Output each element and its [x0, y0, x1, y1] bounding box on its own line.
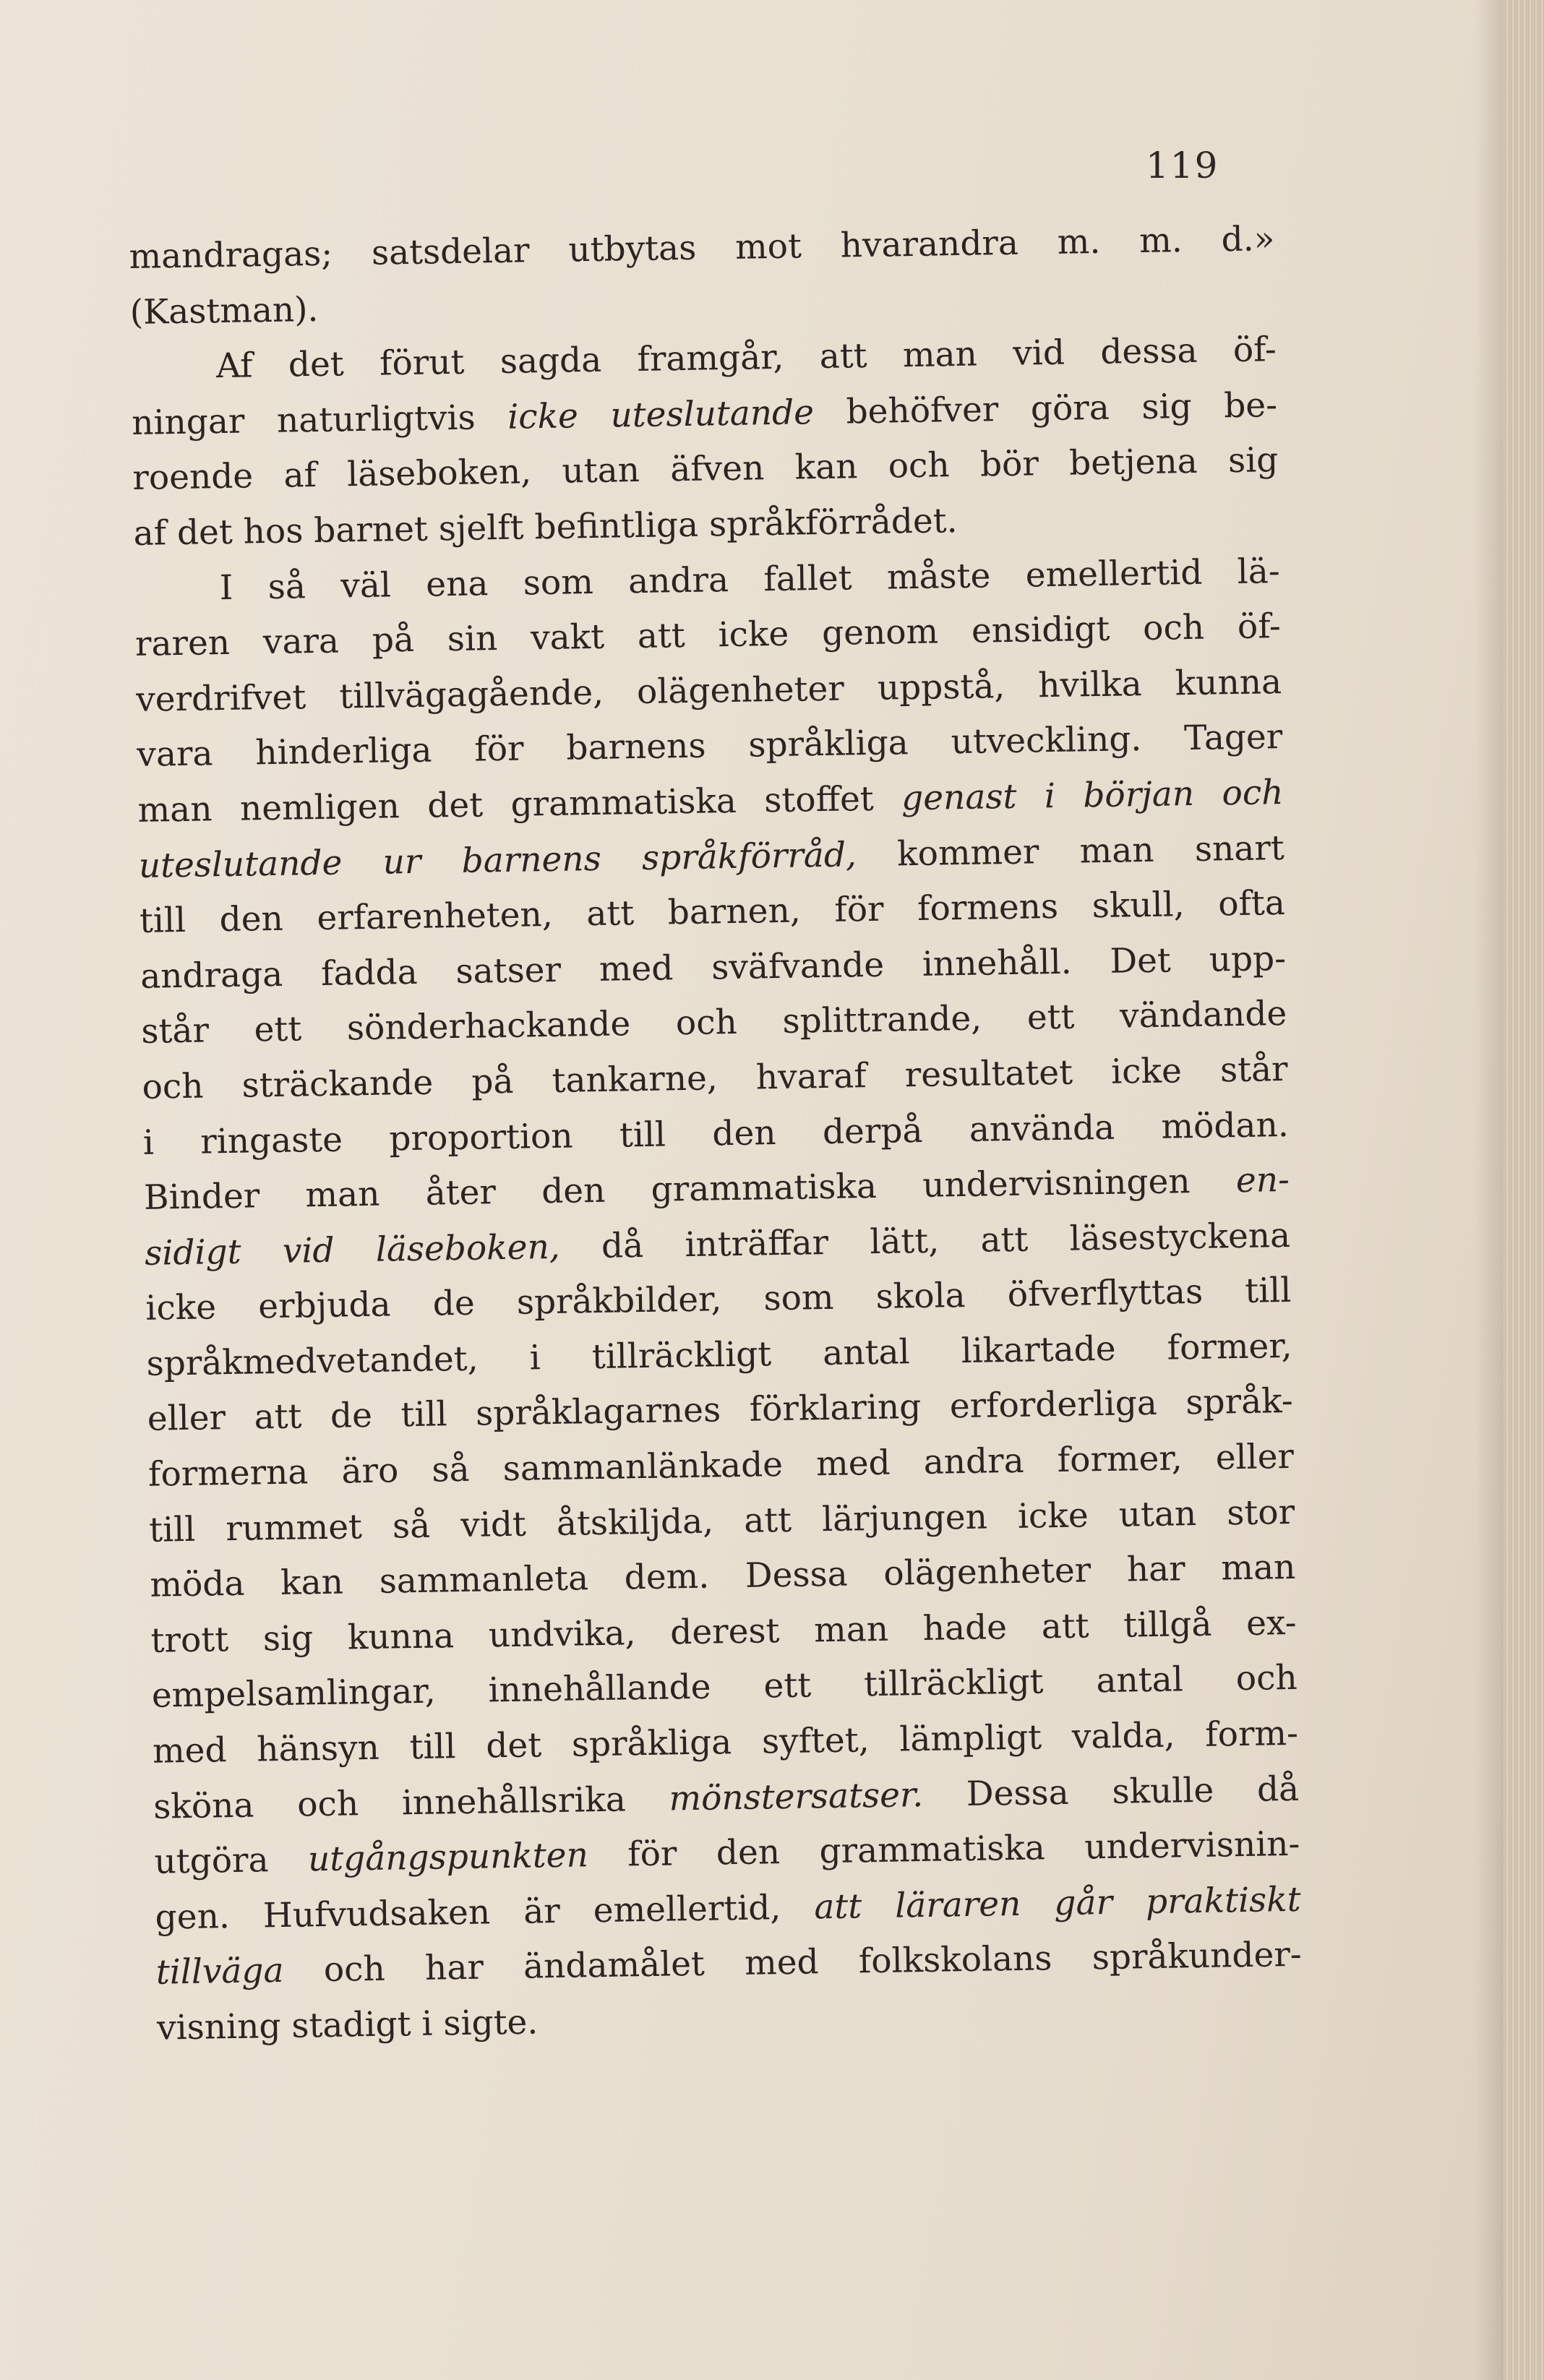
text-segment: man nemligen det grammatiska stoffet — [137, 778, 902, 830]
italic-text: att läraren går praktiskt — [813, 1879, 1301, 1928]
italic-text: genast i början och — [901, 772, 1284, 819]
text-segment: andraga fadda satser med sväfvande innehåll. Det upp- — [140, 938, 1287, 997]
text-segment: och sträckande på tankarne, hvaraf resultatet icke står — [142, 1049, 1288, 1107]
text-segment: språkmedvetandet, i tillräckligt antal likartade former, — [146, 1326, 1292, 1384]
italic-text: sidigt vid läseboken, — [144, 1226, 561, 1273]
text-segment: kommer man snart — [856, 828, 1285, 875]
page-number: 119 — [1146, 145, 1219, 186]
text-segment: empelsamlingar, innehållande ett tillräckligt antal och — [151, 1658, 1298, 1717]
text-segment: sköna och innehållsrika — [153, 1779, 669, 1827]
text-segment: behöfver göra sig be- — [813, 385, 1278, 432]
text-segment: utgöra — [154, 1839, 309, 1882]
italic-text: uteslutande ur barnens språkförråd, — [138, 834, 857, 886]
text-segment: står ett sönderhackande och splittrande, ett vändande — [141, 994, 1287, 1052]
text-segment: i ringaste proportion till den derpå använda mödan. — [142, 1104, 1290, 1163]
text-segment: möda kan sammanleta dem. Dessa olägenheter har man — [150, 1547, 1296, 1606]
text-segment: med hänsyn till det språkliga syftet, lämpligt valda, form- — [152, 1713, 1299, 1771]
text-segment: visning stadigt i sigte. — [156, 2002, 539, 2048]
page-stack-edge — [1504, 0, 1544, 2380]
text-segment: af det hos barnet sjelft befintliga språkförrådet. — [133, 501, 958, 554]
text-segment: för den grammatiska undervisnin- — [588, 1824, 1300, 1876]
text-segment: gen. Hufvudsaken är emellertid, — [155, 1887, 815, 1938]
text-segment: Af det förut sagda framgår, att man vid dessa öf- — [215, 330, 1277, 387]
text-segment: icke erbjuda de språkbilder, som skola öfverflyttas till — [145, 1271, 1292, 1329]
text-segment: till rummet så vidt åtskiljda, att lärjungen icke utan stor — [148, 1492, 1295, 1550]
body-text — [129, 212, 1303, 2056]
text-segment: och har ändamålet med folkskolans språkunder- — [283, 1935, 1303, 1991]
text-segment: trott sig kunna undvika, derest man hade att tillgå ex- — [150, 1602, 1297, 1661]
text-segment: roende af läseboken, utan äfven kan och bör betjena sig — [132, 440, 1279, 499]
text-segment: Dessa skulle då — [922, 1769, 1300, 1815]
italic-text: mönstersatser. — [669, 1774, 924, 1819]
text-segment: till den erfarenheten, att barnen, för formens skull, ofta — [139, 883, 1286, 942]
text-segment: formerna äro så sammanlänkade med andra former, eller — [147, 1436, 1295, 1495]
italic-text: tillväga — [155, 1951, 284, 1993]
text-segment: vara hinderliga för barnens språkliga utveckling. Tager — [136, 717, 1283, 776]
italic-text: icke uteslutande — [507, 392, 815, 437]
italic-text: utgångspunkten — [307, 1835, 589, 1880]
text-segment: då inträffar lätt, att läsestyckena — [559, 1215, 1291, 1267]
text-segment: I så väl ena som andra fallet måste emellertid lä- — [219, 551, 1281, 608]
text-segment: mandragas; satsdelar utbytas mot hvarandra m. m. d.» — [129, 219, 1275, 277]
text-segment: raren vara på sin vakt att icke genom ensidigt och öf- — [134, 606, 1282, 665]
text-segment: (Kastman). — [129, 289, 319, 332]
text-segment: verdrifvet tillvägagående, olägenheter uppstå, hvilka kunna — [135, 661, 1282, 720]
page-gutter-shadow — [1475, 0, 1504, 2380]
text-segment: Binder man åter den grammatiska undervisningen — [143, 1161, 1237, 1218]
italic-text: en- — [1235, 1160, 1290, 1201]
text-segment: ningar naturligtvis — [131, 397, 508, 443]
text-segment: eller att de till språklagarnes förklaring erforderliga språk- — [147, 1381, 1294, 1440]
